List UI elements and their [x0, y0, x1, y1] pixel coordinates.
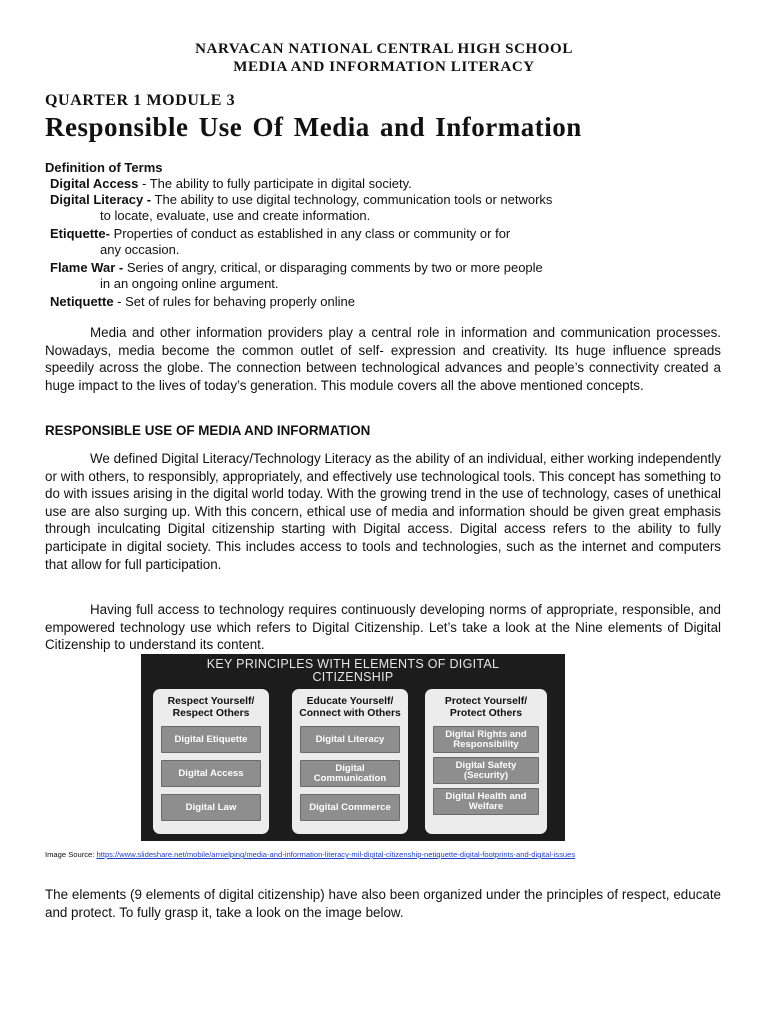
panel-heading: Respect Yourself/ Respect Others	[167, 696, 255, 719]
element-digital-access: Digital Access	[161, 760, 261, 787]
image-source-label: Image Source:	[45, 850, 97, 859]
school-name: NARVACAN NATIONAL CENTRAL HIGH SCHOOL	[195, 41, 573, 57]
panel-protect	[425, 689, 547, 834]
element-digital-communication: Digital Communication	[300, 760, 400, 787]
term-definition-continued: any occasion.	[100, 242, 180, 257]
image-source	[45, 850, 575, 859]
page-title: Responsible Use Of Media and Information	[45, 112, 582, 142]
term-flame-war	[50, 260, 735, 292]
document-header	[0, 40, 768, 76]
term-digital-literacy	[50, 192, 735, 224]
term-definition-continued: in an ongoing online argument.	[100, 276, 279, 291]
term-definition: Set of rules for behaving properly online	[125, 294, 355, 309]
term-definition: The ability to use digital technology, communication tools or networks	[154, 192, 553, 207]
element-digital-commerce: Digital Commerce	[300, 794, 400, 821]
paragraph-digital-literacy: We defined Digital Literacy/Technology Literacy as the ability of an individual, either working independently or with others, to responsibly, appropriately, and effectively use technological tools. This concept has something to do with issues arising in the digital world today. With the growing trend in the use of technology, cases of unethical use are also surging up. With this concern, ethical use of media and information should be given great emphasis through inculcating Digital citizenship starting with Digital access. Digital access refers to the ability to fully participate in digital society. This includes access to tools and technologies, such as the internet and computers that allow for full participation.	[45, 451, 721, 572]
term-netiquette: Netiquette - Set of rules for behaving properly online	[50, 294, 355, 309]
panel-respect	[153, 689, 269, 834]
panel-heading: Educate Yourself/ Connect with Others	[299, 696, 401, 719]
term-name: Etiquette-	[50, 226, 110, 241]
image-source-link[interactable]: https://www.slideshare.net/mobile/arnielping/media-and-information-literacy-mil-digital-citizenship-netiquette-digital-footprints-and-digital-issues	[96, 850, 576, 859]
module-label: QUARTER 1 MODULE 3	[45, 92, 236, 109]
element-digital-health: Digital Health and Welfare	[433, 788, 539, 815]
figure-title: KEY PRINCIPLES WITH ELEMENTS OF DIGITAL CITIZENSHIP	[206, 657, 500, 684]
term-definition: Series of angry, critical, or disparaging comments by two or more people	[126, 260, 543, 275]
definitions-heading: Definition of Terms	[45, 160, 163, 175]
section-heading: RESPONSIBLE USE OF MEDIA AND INFORMATION	[45, 423, 371, 438]
paragraph-digital-citizenship: Having full access to technology requires continuously developing norms of appropriate, responsible, and empowered technology use which refers to Digital Citizenship. Let’s take a look at the Nine elements of Digital Citizenship to understand its content.	[45, 602, 721, 653]
term-name: Digital Literacy -	[50, 192, 152, 207]
term-definition-continued: to locate, evaluate, use and create information.	[100, 208, 371, 223]
term-digital-access: Digital Access - The ability to fully participate in digital society.	[50, 176, 412, 191]
element-digital-etiquette: Digital Etiquette	[161, 726, 261, 753]
term-etiquette	[50, 226, 735, 258]
panel-heading: Protect Yourself/ Protect Others	[444, 696, 528, 719]
paragraph-elements: The elements (9 elements of digital citizenship) have also been organized under the principles of respect, educate and protect. To fully grasp it, take a look on the image below.	[45, 887, 721, 920]
term-definition: Properties of conduct as established in any class or community or for	[113, 226, 511, 241]
element-digital-rights: Digital Rights and Responsibility	[433, 726, 539, 753]
element-digital-literacy: Digital Literacy	[300, 726, 400, 753]
subject-name: MEDIA AND INFORMATION LITERACY	[233, 59, 535, 75]
digital-citizenship-figure	[141, 654, 565, 841]
panel-educate	[292, 689, 408, 834]
definition-of-terms	[45, 160, 735, 310]
element-digital-safety: Digital Safety (Security)	[433, 757, 539, 784]
element-digital-law: Digital Law	[161, 794, 261, 821]
intro-paragraph: Media and other information providers play a central role in information and communication processes. Nowadays, media become the common outlet of self- expression and creativity. Its huge influence spreads speedily across the globe. The connection between technological advances and people’s connectivity created a huge impact to the lives of today’s generation. This module covers all the above mentioned concepts.	[45, 325, 721, 393]
term-definition: The ability to fully participate in digital society.	[149, 176, 412, 191]
term-name: Flame War -	[50, 260, 124, 275]
term-name: Netiquette	[50, 294, 114, 309]
term-name: Digital Access	[50, 176, 139, 191]
